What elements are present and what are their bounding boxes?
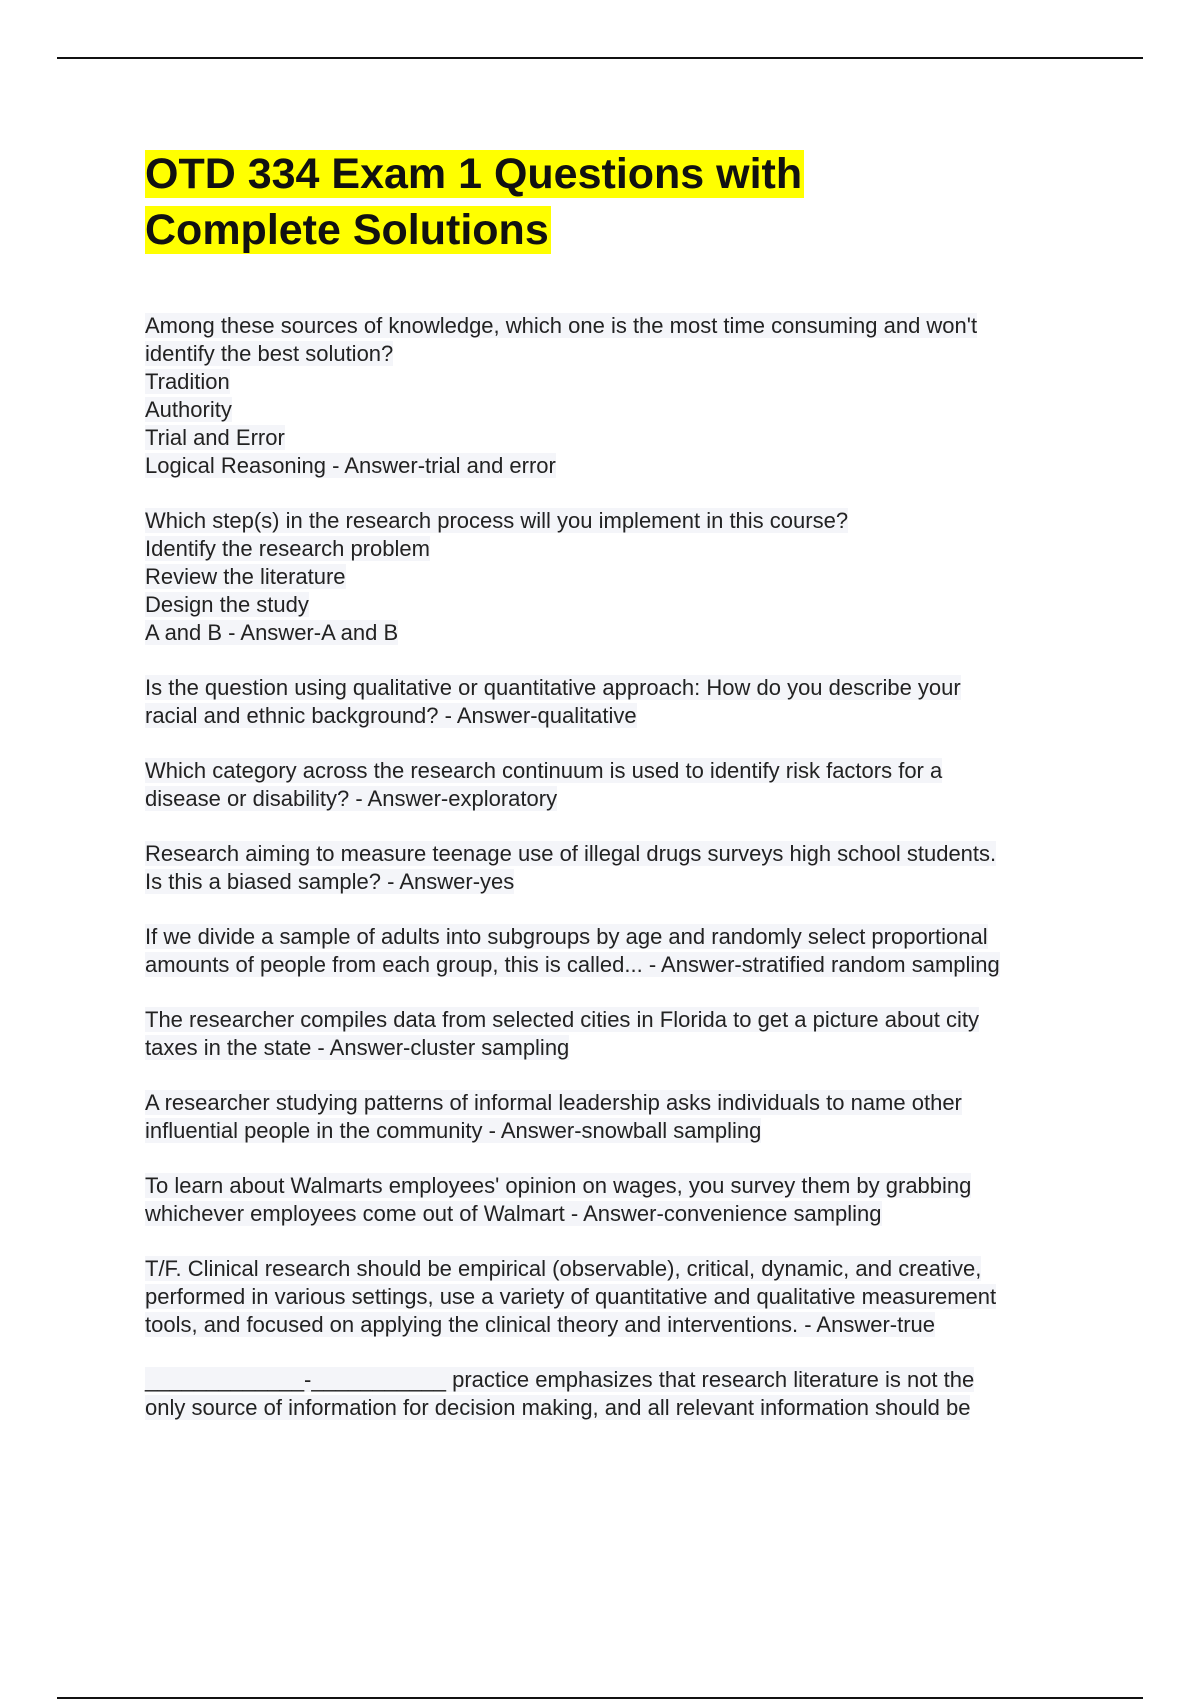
qa-item	[145, 312, 1085, 480]
top-rule	[57, 57, 1143, 59]
qa-line	[145, 424, 1085, 452]
qa-text: The researcher compiles data from selected cities in Florida to get a picture about city	[145, 1007, 979, 1032]
qa-item	[145, 674, 1085, 730]
qa-line	[145, 757, 1085, 785]
qa-line	[145, 1034, 1085, 1062]
qa-text: Authority	[145, 397, 232, 422]
qa-line	[145, 452, 1085, 480]
qa-line	[145, 868, 1085, 896]
qa-line	[145, 1366, 1085, 1394]
qa-text: taxes in the state - Answer-cluster sampling	[145, 1035, 570, 1060]
bottom-rule	[57, 1697, 1143, 1699]
qa-line	[145, 1283, 1085, 1311]
qa-line	[145, 368, 1085, 396]
qa-text: Is this a biased sample? - Answer-yes	[145, 869, 515, 894]
qa-text: If we divide a sample of adults into subgroups by age and randomly select proportional	[145, 924, 988, 949]
qa-line	[145, 951, 1085, 979]
qa-text: performed in various settings, use a variety of quantitative and qualitative measurement	[145, 1284, 997, 1309]
qa-line	[145, 840, 1085, 868]
qa-item	[145, 507, 1085, 647]
qa-line	[145, 619, 1085, 647]
qa-text: Logical Reasoning - Answer-trial and error	[145, 453, 556, 478]
qa-line	[145, 1200, 1085, 1228]
qa-line	[145, 340, 1085, 368]
qa-line	[145, 1255, 1085, 1283]
qa-text: whichever employees come out of Walmart - Answer-convenience sampling	[145, 1201, 882, 1226]
qa-line	[145, 702, 1085, 730]
qa-item	[145, 757, 1085, 813]
qa-line	[145, 1394, 1085, 1422]
qa-text: _____________-___________ practice emphasizes that research literature is not the	[145, 1367, 975, 1392]
qa-item	[145, 1172, 1085, 1228]
qa-text: identify the best solution?	[145, 341, 394, 366]
qa-text: influential people in the community - Answer-snowball sampling	[145, 1118, 762, 1143]
document-title	[145, 146, 1085, 258]
qa-text: A and B - Answer-A and B	[145, 620, 399, 645]
qa-text: Among these sources of knowledge, which one is the most time consuming and won't	[145, 313, 978, 338]
qa-text: Design the study	[145, 592, 309, 617]
question-list	[145, 312, 1085, 1422]
qa-item	[145, 840, 1085, 896]
qa-item	[145, 1089, 1085, 1145]
qa-text: Tradition	[145, 369, 230, 394]
qa-text: only source of information for decision making, and all relevant information should be	[145, 1395, 971, 1420]
document-body	[145, 146, 1085, 1449]
qa-item	[145, 923, 1085, 979]
qa-text: T/F. Clinical research should be empirical (observable), critical, dynamic, and creative,	[145, 1256, 982, 1281]
title-line-1: OTD 334 Exam 1 Questions with	[145, 150, 803, 198]
qa-text: Identify the research problem	[145, 536, 430, 561]
qa-text: A researcher studying patterns of informal leadership asks individuals to name other	[145, 1090, 962, 1115]
qa-line	[145, 1006, 1085, 1034]
qa-line	[145, 923, 1085, 951]
qa-text: Which step(s) in the research process will you implement in this course?	[145, 508, 849, 533]
qa-line	[145, 535, 1085, 563]
qa-line	[145, 1117, 1085, 1145]
qa-line	[145, 1311, 1085, 1339]
qa-text: amounts of people from each group, this is called... - Answer-stratified random sampling	[145, 952, 1000, 977]
qa-line	[145, 1172, 1085, 1200]
title-line-2: Complete Solutions	[145, 206, 549, 254]
qa-line	[145, 507, 1085, 535]
qa-text: Research aiming to measure teenage use of illegal drugs surveys high school students.	[145, 841, 997, 866]
qa-line	[145, 396, 1085, 424]
qa-line	[145, 785, 1085, 813]
qa-item	[145, 1366, 1085, 1422]
qa-text: Which category across the research continuum is used to identify risk factors for a	[145, 758, 943, 783]
qa-line	[145, 312, 1085, 340]
qa-item	[145, 1255, 1085, 1339]
qa-text: disease or disability? - Answer-exploratory	[145, 786, 558, 811]
qa-text: Review the literature	[145, 564, 346, 589]
qa-text: Trial and Error	[145, 425, 285, 450]
qa-text: To learn about Walmarts employees' opinion on wages, you survey them by grabbing	[145, 1173, 972, 1198]
qa-line	[145, 591, 1085, 619]
qa-text: tools, and focused on applying the clinical theory and interventions. - Answer-true	[145, 1312, 936, 1337]
qa-text: racial and ethnic background? - Answer-qualitative	[145, 703, 637, 728]
qa-line	[145, 1089, 1085, 1117]
qa-line	[145, 563, 1085, 591]
qa-text: Is the question using qualitative or quantitative approach: How do you describe your	[145, 675, 961, 700]
qa-line	[145, 674, 1085, 702]
qa-item	[145, 1006, 1085, 1062]
